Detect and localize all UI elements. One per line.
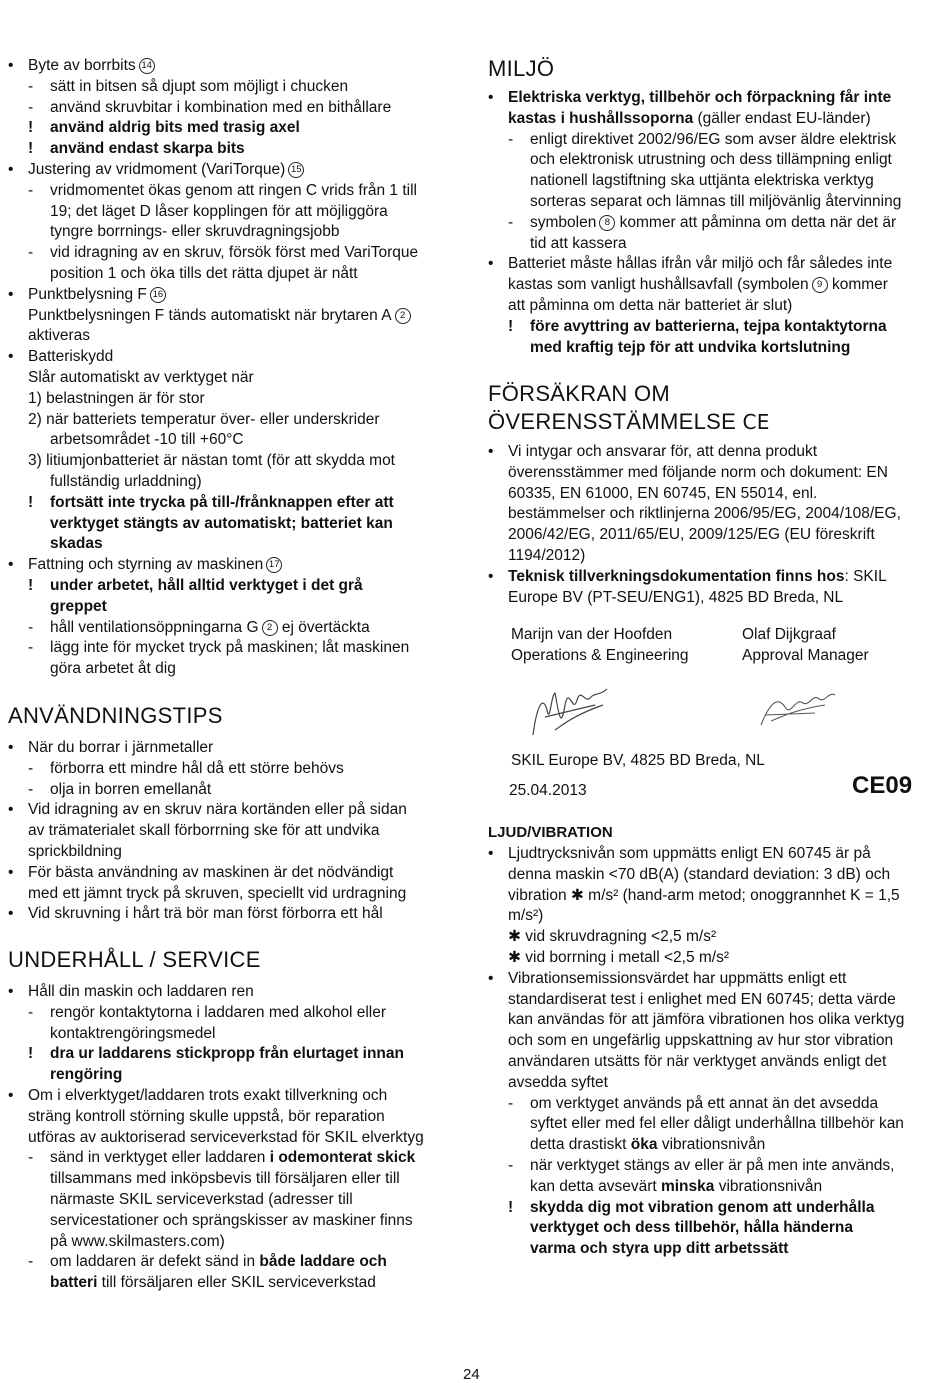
list-marker: - bbox=[28, 1003, 34, 1021]
text-run: verktyget stängts av automatiskt; batteriet kan bbox=[50, 514, 393, 532]
text-content bbox=[50, 1251, 387, 1272]
figure-ref-icon: 17 bbox=[266, 557, 282, 573]
text-content bbox=[50, 1043, 404, 1064]
list-marker: • bbox=[8, 348, 14, 366]
text-content bbox=[28, 325, 90, 346]
list-marker: - bbox=[28, 1149, 34, 1167]
text-content bbox=[530, 149, 892, 170]
text-content bbox=[50, 1210, 413, 1231]
list-marker: ! bbox=[28, 140, 34, 158]
text-run: enligt direktivet 2002/96/EG som avser äldre elektrisk bbox=[530, 130, 897, 148]
text-content bbox=[28, 981, 254, 1002]
text-content bbox=[28, 1085, 387, 1106]
text-content bbox=[508, 483, 817, 504]
text-content bbox=[530, 1113, 904, 1134]
list-marker: • bbox=[8, 801, 14, 819]
text-content bbox=[530, 233, 627, 254]
heading-environment: MILJÖ bbox=[488, 56, 555, 81]
text-content bbox=[530, 1155, 894, 1176]
text-run: standardiserat test i enlighet med EN 60745; detta värde bbox=[508, 990, 896, 1008]
signature-icon bbox=[755, 685, 840, 735]
text-content bbox=[50, 1231, 225, 1252]
text-run: Batteriet måste hållas ifrån vår miljö och får således inte bbox=[508, 255, 893, 273]
text-content bbox=[50, 242, 418, 263]
text-content bbox=[508, 87, 891, 108]
text-run: sänd in verktyget eller laddaren bbox=[50, 1149, 270, 1167]
text-run: Vid skruvning i hårt trä bör man först förborra ett hål bbox=[28, 905, 383, 923]
signer1-name: Marijn van der Hoofden bbox=[511, 626, 673, 643]
text-content bbox=[50, 533, 103, 554]
text-run: arbetsområdet -10 till +60°C bbox=[50, 431, 244, 449]
text-run: 1194/2012) bbox=[508, 547, 586, 564]
text-run: (gäller endast EU-länder) bbox=[693, 109, 871, 127]
text-content bbox=[508, 843, 871, 864]
text-content bbox=[28, 284, 166, 305]
figure-ref-icon: 14 bbox=[139, 58, 155, 74]
text-run: greppet bbox=[50, 597, 107, 615]
text-content bbox=[508, 253, 892, 274]
list-marker: - bbox=[508, 213, 514, 231]
text-run: sprickbildning bbox=[28, 843, 122, 860]
text-content bbox=[28, 554, 282, 575]
text-run: skydda dig mot vibration genom att underhålla bbox=[530, 1198, 875, 1216]
figure-ref-icon: 2 bbox=[262, 620, 278, 636]
text-run: rengör kontaktytorna i laddaren med alkohol eller bbox=[50, 1003, 387, 1021]
text-run: ej övertäckta bbox=[277, 618, 370, 636]
text-content bbox=[508, 926, 716, 947]
text-run: 3) litiumjonbatteriet är nästan tomt (för att skydda mot bbox=[28, 452, 395, 470]
bold-run: minska bbox=[660, 1177, 715, 1195]
text-content bbox=[508, 587, 843, 608]
text-run: när verktyget stängs av eller är på men inte används, bbox=[530, 1157, 895, 1174]
text-content bbox=[28, 55, 155, 76]
text-content bbox=[50, 263, 358, 284]
text-run: Slår automatiskt av verktyget när bbox=[28, 369, 254, 386]
text-run: om laddaren är defekt sänd in bbox=[50, 1253, 260, 1271]
text-run: att påminna om detta när batteriet är slut) bbox=[508, 297, 793, 314]
text-run: 60335, EN 61000, EN 60745, EN 55014, enl. bbox=[508, 484, 818, 502]
text-run: Vid idragning av en skruv nära kortänden eller på sidan bbox=[28, 801, 407, 819]
text-run: fullständig urladdning) bbox=[50, 473, 202, 490]
text-run: till försäljaren eller SKIL serviceverkstad bbox=[97, 1274, 376, 1292]
text-run: Elektriska verktyg, tillbehör och förpackning får inte bbox=[508, 89, 892, 106]
text-run: tyngre borrnings- eller skruvdragningsjobb bbox=[50, 223, 340, 241]
text-run: vibrationsnivån bbox=[714, 1177, 823, 1195]
text-content bbox=[28, 799, 407, 820]
text-content bbox=[28, 367, 254, 388]
text-run: kan detta avsevärt bbox=[530, 1177, 661, 1195]
list-marker: ! bbox=[28, 493, 34, 511]
bold-run: i odemonterat skick bbox=[269, 1149, 416, 1167]
list-marker: ! bbox=[28, 1045, 34, 1063]
list-marker: • bbox=[8, 739, 14, 756]
heading-maintenance-service: UNDERHÅLL / SERVICE bbox=[8, 947, 261, 972]
text-run: sträng kontroll störning skulle uppstå, bör reparation bbox=[28, 1107, 385, 1125]
text-content bbox=[28, 737, 213, 758]
list-marker: - bbox=[508, 1157, 514, 1174]
text-run: verktyget och dess tillbehör, hålla händerna bbox=[530, 1219, 854, 1237]
list-marker: - bbox=[28, 780, 34, 798]
text-content bbox=[28, 1106, 385, 1127]
text-content bbox=[530, 129, 896, 150]
text-content bbox=[28, 903, 383, 924]
text-run: Punktbelysning F bbox=[28, 285, 147, 303]
list-marker: • bbox=[8, 863, 14, 881]
text-run: användaren utsätts för när verktyget används enligt det bbox=[508, 1053, 887, 1070]
text-run: göra arbetet åt dig bbox=[50, 660, 176, 678]
text-run: håll ventilationsöppningarna G bbox=[50, 618, 259, 636]
bold-run: både laddare och bbox=[259, 1253, 387, 1271]
text-run: rengöring bbox=[50, 1066, 123, 1084]
text-content bbox=[28, 1127, 424, 1148]
text-content bbox=[50, 513, 393, 534]
text-run: använd skruvbitar i kombination med en bithållare bbox=[50, 98, 392, 116]
list-marker: - bbox=[28, 618, 34, 636]
text-run: av trämaterialet skall förborrning ske för att undvika bbox=[28, 822, 380, 840]
text-run: vibration ✱ m/s² (hand-arm metod; onoggrannhet K = 1,5 bbox=[508, 886, 900, 904]
list-marker: - bbox=[28, 181, 34, 199]
list-marker: • bbox=[8, 905, 14, 923]
text-run: För bästa användning av maskinen är det nödvändigt bbox=[28, 863, 394, 881]
list-marker: • bbox=[488, 567, 494, 585]
text-run: 19; det läget D låser kopplingen för att möjliggöra bbox=[50, 202, 388, 220]
text-run: aktiveras bbox=[28, 327, 91, 345]
text-run: detta drastiskt bbox=[530, 1136, 631, 1154]
text-run: avsedda syftet bbox=[508, 1073, 608, 1091]
text-run: och elektronisk utrustning och dess tillämpning enligt bbox=[530, 151, 892, 169]
text-content bbox=[508, 905, 543, 926]
text-run: ✱ vid skruvdragning <2,5 m/s² bbox=[508, 928, 717, 946]
text-content bbox=[50, 76, 348, 97]
text-content bbox=[28, 305, 411, 326]
text-content bbox=[508, 274, 888, 295]
text-content bbox=[50, 117, 300, 138]
text-content bbox=[530, 1176, 822, 1197]
text-content bbox=[530, 337, 850, 358]
list-marker: • bbox=[8, 556, 14, 574]
text-content bbox=[50, 1064, 122, 1085]
text-content bbox=[50, 1189, 353, 1210]
text-run: använd aldrig bits med trasig axel bbox=[50, 119, 300, 137]
text-content bbox=[530, 1197, 875, 1218]
signer2-name: Olaf Dijkgraaf bbox=[742, 626, 836, 643]
list-marker: - bbox=[28, 759, 34, 777]
list-marker: • bbox=[488, 443, 494, 460]
text-content bbox=[28, 883, 406, 904]
heading-sound-vibration: LJUD/VIBRATION bbox=[488, 824, 613, 841]
text-content bbox=[508, 441, 817, 462]
text-run: under arbetet, håll alltid verktyget i det grå bbox=[50, 577, 363, 594]
text-content bbox=[508, 108, 871, 129]
text-run: vridmomentet ökas genom att ringen C vrids från 1 till bbox=[50, 181, 417, 199]
text-content bbox=[50, 97, 391, 118]
figure-ref-icon: 16 bbox=[150, 287, 166, 303]
list-marker: • bbox=[488, 89, 494, 106]
text-content bbox=[508, 885, 900, 906]
signer2-title: Approval Manager bbox=[742, 647, 869, 664]
text-content bbox=[508, 989, 896, 1010]
text-run: Punktbelysningen F tänds automatiskt när brytaren A bbox=[28, 306, 392, 324]
text-run: kastas i hushållssoporna bbox=[508, 109, 694, 127]
text-run: ✱ vid borrning i metall <2,5 m/s² bbox=[508, 949, 730, 966]
list-marker: • bbox=[8, 1087, 14, 1104]
text-content bbox=[50, 471, 202, 492]
text-run: tillsammans med inköpsbevis till försäljaren eller till bbox=[50, 1170, 400, 1188]
company-address: SKIL Europe BV, 4825 BD Breda, NL bbox=[511, 752, 765, 769]
list-marker: - bbox=[28, 244, 34, 262]
list-marker: - bbox=[28, 1253, 34, 1271]
list-marker: ! bbox=[28, 577, 34, 594]
text-run: fortsätt inte trycka på till-/frånknappen efter att bbox=[50, 493, 394, 511]
page-number: 24 bbox=[463, 1366, 480, 1383]
list-marker: - bbox=[508, 130, 514, 148]
text-content bbox=[50, 201, 388, 222]
text-run: tid att kassera bbox=[530, 234, 627, 252]
text-run: kommer bbox=[827, 276, 888, 294]
text-run: med kraftig tejp för att undvika kortslutning bbox=[530, 338, 851, 356]
figure-ref-icon: 8 bbox=[599, 215, 615, 231]
text-run: Europe BV (PT-SEU/ENG1), 4825 BD Breda, NL bbox=[508, 588, 844, 606]
text-content bbox=[50, 779, 211, 800]
text-run: m/s²) bbox=[508, 907, 544, 925]
text-run: Justering av vridmoment (VariTorque) bbox=[28, 161, 286, 178]
text-run: skadas bbox=[50, 535, 103, 553]
text-run: vibrationsnivån bbox=[657, 1136, 766, 1154]
text-run: Ljudtrycksnivån som uppmätts enligt EN 60745 är på bbox=[508, 845, 871, 862]
text-content bbox=[50, 637, 409, 658]
text-run: Vibrationsemissionsvärdet har uppmätts enligt ett bbox=[508, 969, 847, 987]
text-content bbox=[28, 862, 393, 883]
text-run: kastas som vanligt hushållsavfall (symbolen bbox=[508, 276, 809, 294]
list-marker: - bbox=[28, 77, 34, 95]
ce09-mark-icon: CE09 bbox=[852, 772, 913, 799]
text-content bbox=[530, 170, 874, 191]
text-run: : SKIL bbox=[844, 567, 887, 585]
text-content bbox=[508, 462, 888, 483]
text-content bbox=[530, 1134, 765, 1155]
text-content bbox=[50, 1168, 400, 1189]
text-content bbox=[50, 1147, 415, 1168]
text-run: kommer att påminna om detta när det är bbox=[615, 213, 897, 231]
list-marker: • bbox=[488, 845, 494, 862]
list-marker: ! bbox=[508, 317, 514, 335]
list-marker: • bbox=[8, 983, 14, 1000]
list-marker: • bbox=[8, 57, 14, 74]
text-run: närmaste SKIL serviceverkstad (adresser till bbox=[50, 1191, 353, 1208]
text-run: bestämmelser och riktlinjerna 2006/95/EG, 2004/108/EG, bbox=[508, 505, 901, 523]
text-run: använd endast skarpa bits bbox=[50, 140, 245, 158]
text-run: 1) belastningen är för stor bbox=[28, 389, 205, 407]
text-run: symbolen bbox=[530, 213, 597, 231]
text-run: Byte av borrbits bbox=[28, 57, 136, 74]
figure-ref-icon: 15 bbox=[288, 162, 304, 178]
text-content bbox=[508, 295, 792, 316]
text-run: varma och styra upp ditt arbetssätt bbox=[530, 1240, 789, 1258]
text-content bbox=[530, 316, 887, 337]
text-content bbox=[28, 159, 304, 180]
text-run: kan användas för att jämföra vibrationen hos olika verktyg bbox=[508, 1011, 905, 1029]
text-content bbox=[530, 1238, 788, 1259]
text-content bbox=[530, 191, 901, 212]
text-run: kontaktrengöringsmedel bbox=[50, 1024, 216, 1042]
text-content bbox=[508, 524, 875, 545]
text-run: om verktyget används på ett annat än det avsedda bbox=[530, 1094, 879, 1112]
text-run: denna maskin <70 dB(A) (standard deviation: 3 dB) och bbox=[508, 865, 891, 883]
list-marker: - bbox=[28, 639, 34, 657]
ce-mark-icon: CE bbox=[742, 410, 770, 434]
text-run: förborra ett mindre hål då ett större behövs bbox=[50, 759, 344, 777]
bold-run: batteri bbox=[50, 1274, 98, 1292]
text-run: överensstämmer med följande norm och dokument: EN bbox=[508, 463, 888, 481]
heading-declaration-line1: FÖRSÄKRAN OM bbox=[488, 381, 671, 406]
text-content bbox=[508, 968, 846, 989]
text-content bbox=[508, 1051, 886, 1072]
list-marker: • bbox=[8, 161, 14, 178]
text-content bbox=[50, 1002, 386, 1023]
text-content bbox=[50, 658, 176, 679]
list-marker: ! bbox=[508, 1198, 514, 1216]
text-content bbox=[50, 429, 244, 450]
heading-usage-tips: ANVÄNDNINGSTIPS bbox=[8, 703, 223, 728]
text-content bbox=[530, 212, 896, 233]
text-run: Om i elverktyget/laddaren trots exakt tillverkning och bbox=[28, 1087, 388, 1104]
text-run: Teknisk tillverkningsdokumentation finns hos bbox=[508, 567, 845, 585]
list-marker: ! bbox=[28, 119, 34, 137]
text-run: Fattning och styrning av maskinen bbox=[28, 556, 264, 574]
signature-icon bbox=[525, 675, 615, 745]
text-content bbox=[508, 1072, 608, 1093]
text-run: lägg inte för mycket tryck på maskinen; låt maskinen bbox=[50, 639, 410, 657]
text-run: olja in borren emellanåt bbox=[50, 780, 212, 798]
text-content bbox=[508, 566, 887, 587]
text-content bbox=[50, 575, 363, 596]
text-run: sätt in bitsen så djupt som möjligt i chucken bbox=[50, 77, 349, 95]
text-run: på www.skilmasters.com) bbox=[50, 1232, 225, 1250]
text-content bbox=[50, 138, 245, 159]
text-content bbox=[508, 1030, 893, 1051]
text-run: Batteriskydd bbox=[28, 348, 114, 366]
figure-ref-icon: 2 bbox=[395, 308, 411, 324]
text-content bbox=[50, 180, 417, 201]
list-marker: • bbox=[488, 255, 494, 273]
text-run: syftet eller med fel eller dåligt underhållna tillbehör kan bbox=[530, 1115, 904, 1133]
text-run: När du borrar i järnmetaller bbox=[28, 739, 214, 756]
text-content bbox=[508, 864, 890, 885]
text-content bbox=[28, 346, 113, 367]
text-content bbox=[28, 388, 205, 409]
text-content bbox=[28, 820, 380, 841]
text-content bbox=[508, 545, 585, 566]
text-content bbox=[50, 221, 339, 242]
text-run: nationell lagstiftning ska uttjänta elektriska verktyg bbox=[530, 172, 874, 190]
figure-ref-icon: 9 bbox=[812, 277, 828, 293]
list-marker: - bbox=[28, 98, 34, 116]
text-content bbox=[50, 617, 370, 638]
text-content bbox=[508, 947, 729, 968]
text-run: servicestationer och sprängskisser av maskiner finns bbox=[50, 1211, 413, 1229]
text-content bbox=[28, 841, 122, 862]
text-run: vid idragning av en skruv, försök först med VariTorque bbox=[50, 244, 419, 262]
text-run: utföras av auktoriserad serviceverkstad för SKIL elverktyg bbox=[28, 1128, 424, 1146]
text-content bbox=[50, 492, 394, 513]
text-content bbox=[50, 596, 107, 617]
text-run: 2) när batteriets temperatur över- eller underskrider bbox=[28, 410, 380, 428]
text-run: med ett jämnt tryck på skruven, speciellt vid urdragning bbox=[28, 884, 407, 902]
text-content bbox=[28, 450, 395, 471]
list-marker: • bbox=[488, 969, 494, 987]
list-marker: • bbox=[8, 285, 14, 303]
text-content bbox=[28, 409, 379, 430]
bold-run: öka bbox=[630, 1136, 658, 1154]
text-run: 2006/42/EG, 2011/65/EU, 2009/125/EG (EU föreskrift bbox=[508, 526, 875, 544]
text-run: position 1 och öka tills det rätta djupet är nått bbox=[50, 265, 358, 282]
text-content bbox=[50, 1272, 376, 1293]
text-content bbox=[508, 503, 901, 524]
text-run: och som en ungefärlig uppskattning av hur stor vibration bbox=[508, 1032, 894, 1050]
heading-declaration-line2: ÖVERENSSTÄMMELSE CE bbox=[488, 409, 770, 434]
text-run: före avyttring av batterierna, tejpa kontaktytorna bbox=[530, 317, 887, 335]
text-content bbox=[50, 1023, 215, 1044]
text-content bbox=[50, 758, 344, 779]
text-run: Håll din maskin och laddaren ren bbox=[28, 983, 254, 1000]
text-run: dra ur laddarens stickpropp från elurtaget innan bbox=[50, 1045, 404, 1063]
list-marker: - bbox=[508, 1094, 514, 1112]
text-content bbox=[530, 1217, 853, 1238]
signer1-title: Operations & Engineering bbox=[511, 647, 689, 664]
text-content bbox=[508, 1009, 904, 1030]
text-run: Vi intygar och ansvarar för, att denna produkt bbox=[508, 443, 818, 460]
text-run: sorteras separat och lämnas till miljövänlig återvinning bbox=[530, 193, 902, 210]
declaration-date: 25.04.2013 bbox=[509, 782, 587, 799]
text-content bbox=[530, 1093, 878, 1114]
